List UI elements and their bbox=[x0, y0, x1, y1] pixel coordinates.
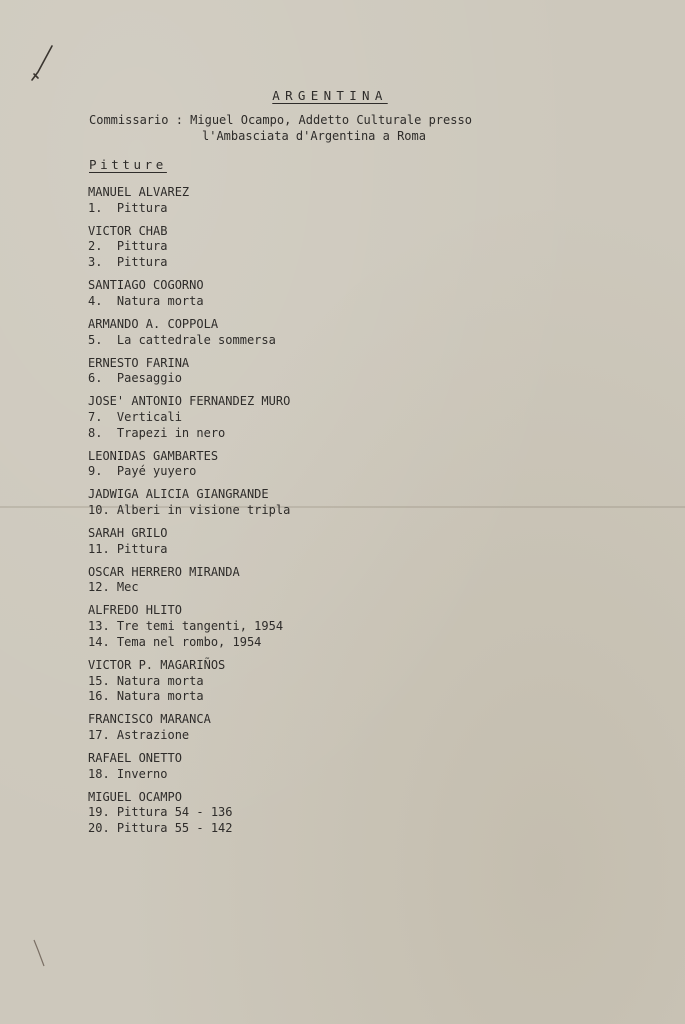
artist-entry bbox=[88, 317, 648, 348]
artist-entry bbox=[88, 790, 648, 837]
artist-entry bbox=[88, 658, 648, 705]
artist-entry bbox=[88, 449, 648, 480]
artist-name: SARAH GRILO bbox=[88, 526, 168, 541]
artwork-item: 8. Trapezi in nero bbox=[88, 425, 226, 440]
artist-name: RAFAEL ONETTO bbox=[88, 750, 182, 765]
artwork-item: 2. Pittura bbox=[88, 239, 168, 254]
artwork-item: 13. Tre temi tangenti, 1954 bbox=[88, 619, 284, 634]
artwork-item: 15. Natura morta bbox=[88, 673, 204, 688]
artist-name: FRANCISCO MARANCA bbox=[88, 712, 211, 727]
section-heading: Pitture bbox=[89, 157, 167, 172]
artist-entry bbox=[88, 565, 648, 596]
document-title: ARGENTINA bbox=[272, 88, 388, 103]
artist-entry bbox=[88, 278, 648, 309]
artist-name: JOSE' ANTONIO FERNANDEZ MURO bbox=[88, 394, 291, 409]
artist-name: MIGUEL OCAMPO bbox=[88, 789, 182, 804]
artwork-item: 18. Inverno bbox=[88, 766, 168, 781]
artist-entry bbox=[88, 526, 648, 557]
artist-entry bbox=[88, 712, 648, 743]
artist-entry bbox=[88, 603, 648, 650]
artist-name: LEONIDAS GAMBARTES bbox=[88, 448, 219, 463]
artist-name: VICTOR CHAB bbox=[88, 223, 168, 238]
artwork-item: 1. Pittura bbox=[88, 200, 168, 215]
artist-list bbox=[88, 185, 648, 844]
commissario-line-2: l'Ambasciata d'Argentina a Roma bbox=[202, 129, 426, 143]
artwork-item: 7. Verticali bbox=[88, 409, 182, 424]
artist-name: ERNESTO FARINA bbox=[88, 355, 190, 370]
artist-entry bbox=[88, 224, 648, 271]
artist-entry bbox=[88, 356, 648, 387]
artwork-item: 4. Natura morta bbox=[88, 293, 204, 308]
artwork-item: 17. Astrazione bbox=[88, 727, 190, 742]
artwork-item: 11. Pittura bbox=[88, 541, 168, 556]
artist-name: ALFREDO HLITO bbox=[88, 603, 182, 618]
artwork-item: 6. Paesaggio bbox=[88, 371, 182, 386]
ink-speck-icon bbox=[32, 938, 52, 968]
artwork-item: 14. Tema nel rombo, 1954 bbox=[88, 634, 262, 649]
artwork-item: 10. Alberi in visione tripla bbox=[88, 503, 291, 518]
artist-name: VICTOR P. MAGARIÑOS bbox=[88, 657, 226, 672]
artist-name: ARMANDO A. COPPOLA bbox=[88, 316, 219, 331]
artwork-item: 3. Pittura bbox=[88, 255, 168, 270]
artist-entry bbox=[88, 185, 648, 216]
artwork-item: 5. La cattedrale sommersa bbox=[88, 332, 276, 347]
pen-mark-icon bbox=[28, 44, 58, 84]
artwork-item: 16. Natura morta bbox=[88, 689, 204, 704]
artwork-item: 12. Mec bbox=[88, 580, 139, 595]
artist-name: SANTIAGO COGORNO bbox=[88, 278, 204, 293]
artwork-item: 19. Pittura 54 - 136 bbox=[88, 805, 233, 820]
artist-entry bbox=[88, 751, 648, 782]
artist-entry bbox=[88, 394, 648, 441]
artist-entry bbox=[88, 487, 648, 518]
artist-name: JADWIGA ALICIA GIANGRANDE bbox=[88, 487, 269, 502]
artwork-item: 20. Pittura 55 - 142 bbox=[88, 821, 233, 836]
commissario-label: Commissario : bbox=[89, 113, 183, 127]
commissario-line-1: Miguel Ocampo, Addetto Culturale presso bbox=[190, 113, 472, 127]
artwork-item: 9. Payé yuyero bbox=[88, 464, 197, 479]
artist-name: MANUEL ALVAREZ bbox=[88, 185, 190, 199]
artist-name: OSCAR HERRERO MIRANDA bbox=[88, 564, 240, 579]
commissario-block bbox=[89, 112, 472, 144]
